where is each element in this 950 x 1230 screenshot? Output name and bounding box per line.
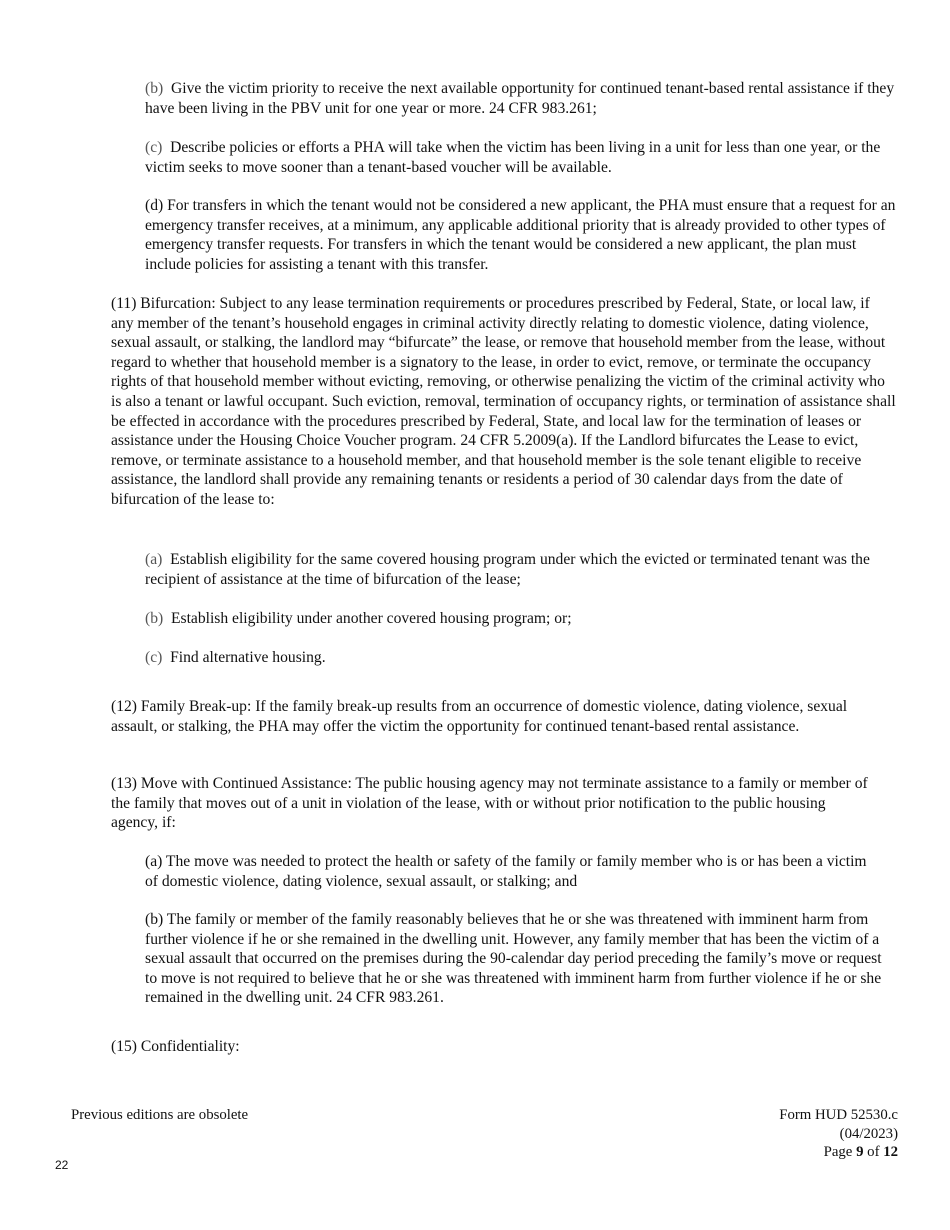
paragraph-10d: (d) For transfers in which the tenant would not be considered a new applicant, the PHA must ensure that a request for an emergency transfer receives, at a minimum, any applicable additional priority that is already provided to other types of emergency transfer requests. For transfers in which the tenant would be considered a new applicant, the plan must include policies for assisting a tenant with this transfer. [145, 197, 896, 273]
paragraph-13a: (a) The move was needed to protect the health or safety of the family or family member who is or has been a victim of domestic violence, dating violence, sexual assault, or stalking; and [145, 853, 867, 890]
paragraph-11b [145, 609, 905, 629]
paragraph-text: Describe policies or efforts a PHA will take when the victim has been living in a unit for less than one year, or the victim seeks to move sooner than a tenant-based voucher will be available. [145, 139, 881, 176]
page-of: of [867, 1144, 880, 1160]
form-number: Form HUD 52530.c [779, 1107, 898, 1123]
paragraph-text: Give the victim priority to receive the next available opportunity for continued tenant-based rental assistance if they have been living in the PBV unit for one year or more. 24 CFR 983.261; [145, 80, 895, 117]
sheet-number: 22 [55, 1158, 69, 1172]
footer-form-info [779, 1106, 898, 1162]
page-total: 12 [883, 1144, 898, 1160]
paragraph-label: (b) [145, 610, 164, 627]
page-prefix: Page [823, 1144, 853, 1160]
paragraph-13-move-continued-assistance: (13) Move with Continued Assistance: The public housing agency may not terminate assistance to a family or member of the family that moves out of a unit in violation of the lease, with or without prior notification to the public housing agency, if: [111, 775, 868, 832]
paragraph-11-bifurcation: (11) Bifurcation: Subject to any lease termination requirements or procedures prescribed by Federal, State, or local law, if any member of the tenant’s household engages in criminal activity directly relating to domestic violence, dating violence, sexual assault, or stalking, the landlord may “bifurcate” the lease, or remove that household member from the lease, without regard to whether that household member is a signatory to the lease, in order to evict, remove, or terminate the occupancy rights of that household member without evicting, removing, or otherwise penalizing the victim of the criminal activity who is also a tenant or lawful occupant. Such eviction, removal, termination of occupancy rights, or termination of assistance shall be effected in accordance with the procedures prescribed by Federal, State, and local law for the termination of leases or assistance under the Housing Choice Voucher program. 24 CFR 5.2009(a). If the Landlord bifurcates the Lease to evict, remove, or terminate assistance to a household member, and that household member is the sole tenant eligible to receive assistance, the landlord shall provide any remaining tenants or residents a period of 30 calendar days from the date of bifurcation of the lease to: [111, 295, 896, 508]
paragraph-text: Establish eligibility for the same covered housing program under which the evicted or terminated tenant was the recipient of assistance at the time of bifurcation of the lease; [145, 551, 870, 588]
form-date: (04/2023) [839, 1125, 898, 1142]
paragraph-15-confidentiality: (15) Confidentiality: [111, 1038, 240, 1055]
paragraph-label: (c) [145, 139, 163, 156]
paragraph-11c [145, 648, 905, 668]
paragraph-13b: (b) The family or member of the family reasonably believes that he or she was threatened with imminent harm from further violence if he or she remained in the dwelling unit. However, any family member that has been the victim of a sexual assault that occurred on the premises during the 90-calendar day period preceding the family’s move or request to move is not required to believe that he or she was threatened with imminent harm from further violence if he or she remained in the dwelling unit. 24 CFR 983.261. [145, 911, 882, 1007]
paragraph-text: Establish eligibility under another covered housing program; or; [170, 610, 572, 627]
paragraph-11a [145, 550, 905, 589]
page-number: 9 [856, 1144, 864, 1160]
page-indicator [779, 1143, 898, 1162]
paragraph-label: (c) [145, 649, 163, 666]
paragraph-label: (b) [145, 80, 164, 97]
paragraph-text: Find alternative housing. [170, 649, 326, 666]
paragraph-label: (a) [145, 551, 163, 568]
paragraph-10c [145, 138, 905, 177]
footer-obsolete-notice: Previous editions are obsolete [71, 1107, 249, 1123]
paragraph-10b [145, 79, 905, 118]
paragraph-12-family-breakup: (12) Family Break-up: If the family break-up results from an occurrence of domestic violence, dating violence, sexual assault, or stalking, the PHA may offer the victim the opportunity for continued tenant-based rental assistance. [111, 698, 848, 735]
